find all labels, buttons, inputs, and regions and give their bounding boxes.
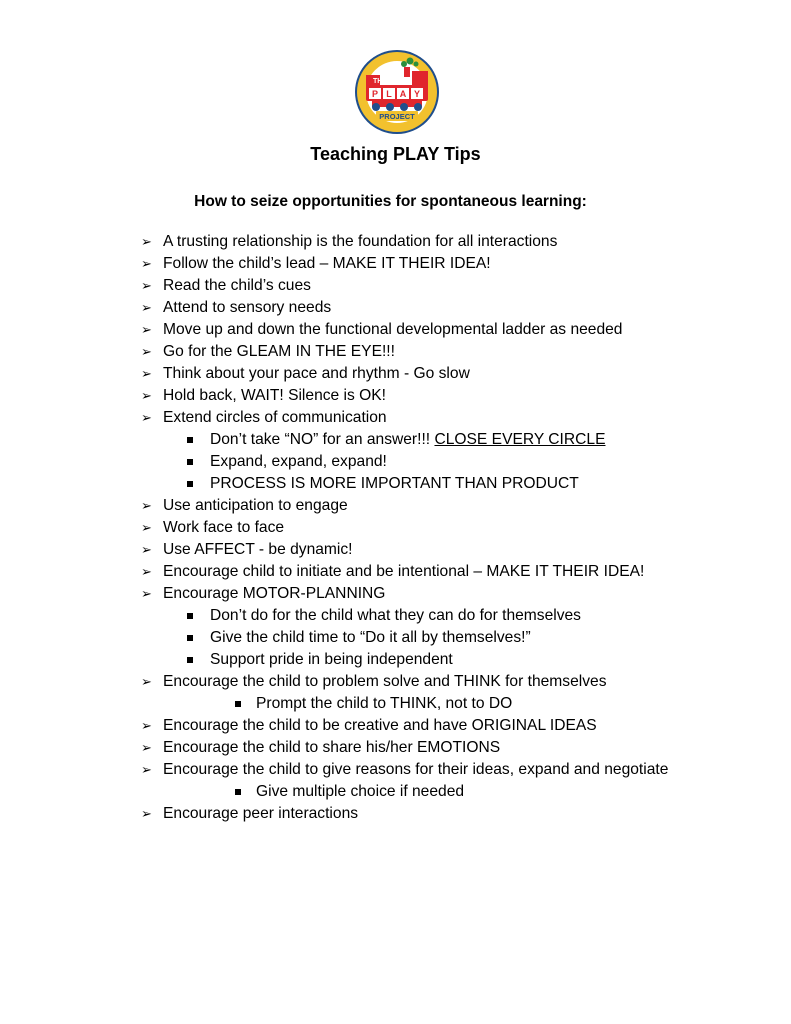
square-bullet-icon bbox=[187, 635, 193, 641]
square-bullet-icon bbox=[187, 481, 193, 487]
list-item-text: Think about your pace and rhythm - Go slow bbox=[163, 365, 470, 382]
list-item-text: Encourage the child to problem solve and THINK for themselves bbox=[163, 673, 607, 690]
list-item-text: Use AFFECT - be dynamic! bbox=[163, 541, 353, 558]
list-item-text: Go for the GLEAM IN THE EYE!!! bbox=[163, 343, 395, 360]
train-logo-icon bbox=[354, 49, 440, 135]
list-item-text: Encourage child to initiate and be intentional – MAKE IT THEIR IDEA! bbox=[163, 563, 645, 580]
square-bullet-icon bbox=[235, 789, 241, 795]
list-item-text: Read the child’s cues bbox=[163, 277, 311, 294]
list-item-text: Prompt the child to THINK, not to DO bbox=[256, 695, 513, 712]
arrow-bullet-icon: ➢ bbox=[141, 542, 152, 557]
arrow-bullet-icon: ➢ bbox=[141, 388, 152, 403]
list-item-text: Move up and down the functional developmental ladder as needed bbox=[163, 321, 623, 338]
arrow-bullet-icon: ➢ bbox=[141, 520, 152, 535]
list-item-text: Encourage MOTOR-PLANNING bbox=[163, 585, 386, 602]
arrow-bullet-icon: ➢ bbox=[141, 740, 152, 755]
list-item-text: Don’t do for the child what they can do for themselves bbox=[210, 607, 581, 624]
list-item-text: Give the child time to “Do it all by themselves!” bbox=[210, 629, 531, 646]
play-project-logo bbox=[354, 49, 440, 135]
square-bullet-icon bbox=[235, 701, 241, 707]
list-item-text: Encourage the child to share his/her EMOTIONS bbox=[163, 739, 501, 756]
arrow-bullet-icon: ➢ bbox=[141, 278, 152, 293]
list-item-text: Give multiple choice if needed bbox=[256, 783, 465, 800]
arrow-bullet-icon: ➢ bbox=[141, 586, 152, 601]
logo-letter-l: L bbox=[386, 89, 392, 99]
arrow-bullet-icon: ➢ bbox=[141, 718, 152, 733]
arrow-bullet-icon: ➢ bbox=[141, 762, 152, 777]
square-bullet-icon bbox=[187, 459, 193, 465]
arrow-bullet-icon: ➢ bbox=[141, 344, 152, 359]
list-item-text: Attend to sensory needs bbox=[163, 299, 332, 316]
list-item-text: Encourage the child to give reasons for their ideas, expand and negotiate bbox=[163, 761, 669, 778]
page-title: Teaching PLAY Tips bbox=[310, 144, 481, 164]
arrow-bullet-icon: ➢ bbox=[141, 256, 152, 271]
logo-line1: THE bbox=[373, 78, 387, 85]
list-item-text: Use anticipation to engage bbox=[163, 497, 348, 514]
logo-letter-p: P bbox=[371, 89, 379, 99]
arrow-bullet-icon: ➢ bbox=[141, 234, 152, 249]
arrow-bullet-icon: ➢ bbox=[141, 366, 152, 381]
list-item-text: Encourage the child to be creative and have ORIGINAL IDEAS bbox=[163, 717, 597, 734]
logo-line3: PROJECT bbox=[379, 112, 415, 121]
logo-letter-a: A bbox=[399, 89, 407, 99]
arrow-bullet-icon: ➢ bbox=[141, 498, 152, 513]
arrow-bullet-icon: ➢ bbox=[141, 806, 152, 821]
list-item-text: Follow the child’s lead – MAKE IT THEIR IDEA! bbox=[163, 255, 491, 272]
square-bullet-icon bbox=[187, 613, 193, 619]
list-item-text: PROCESS IS MORE IMPORTANT THAN PRODUCT bbox=[210, 475, 579, 492]
square-bullet-icon bbox=[187, 657, 193, 663]
logo-letter-y: Y bbox=[413, 89, 421, 99]
list-item-text: Don’t take “NO” for an answer!!! CLOSE EVERY CIRCLE bbox=[210, 431, 606, 448]
arrow-bullet-icon: ➢ bbox=[141, 674, 152, 689]
list-item-text: Extend circles of communication bbox=[163, 409, 387, 426]
arrow-bullet-icon: ➢ bbox=[141, 300, 152, 315]
arrow-bullet-icon: ➢ bbox=[141, 322, 152, 337]
list-item-text: Support pride in being independent bbox=[210, 651, 453, 668]
arrow-bullet-icon: ➢ bbox=[141, 410, 152, 425]
list-item-text: Encourage peer interactions bbox=[163, 805, 359, 822]
list-item-text: Work face to face bbox=[163, 519, 285, 536]
list-item-text: Hold back, WAIT! Silence is OK! bbox=[163, 387, 387, 404]
underlined-text: CLOSE EVERY CIRCLE bbox=[434, 431, 606, 448]
list-item-text: A trusting relationship is the foundation for all interactions bbox=[163, 233, 558, 250]
list-item-text: Expand, expand, expand! bbox=[210, 453, 387, 470]
arrow-bullet-icon: ➢ bbox=[141, 564, 152, 579]
square-bullet-icon bbox=[187, 437, 193, 443]
page-subtitle: How to seize opportunities for spontaneous learning: bbox=[194, 193, 587, 210]
